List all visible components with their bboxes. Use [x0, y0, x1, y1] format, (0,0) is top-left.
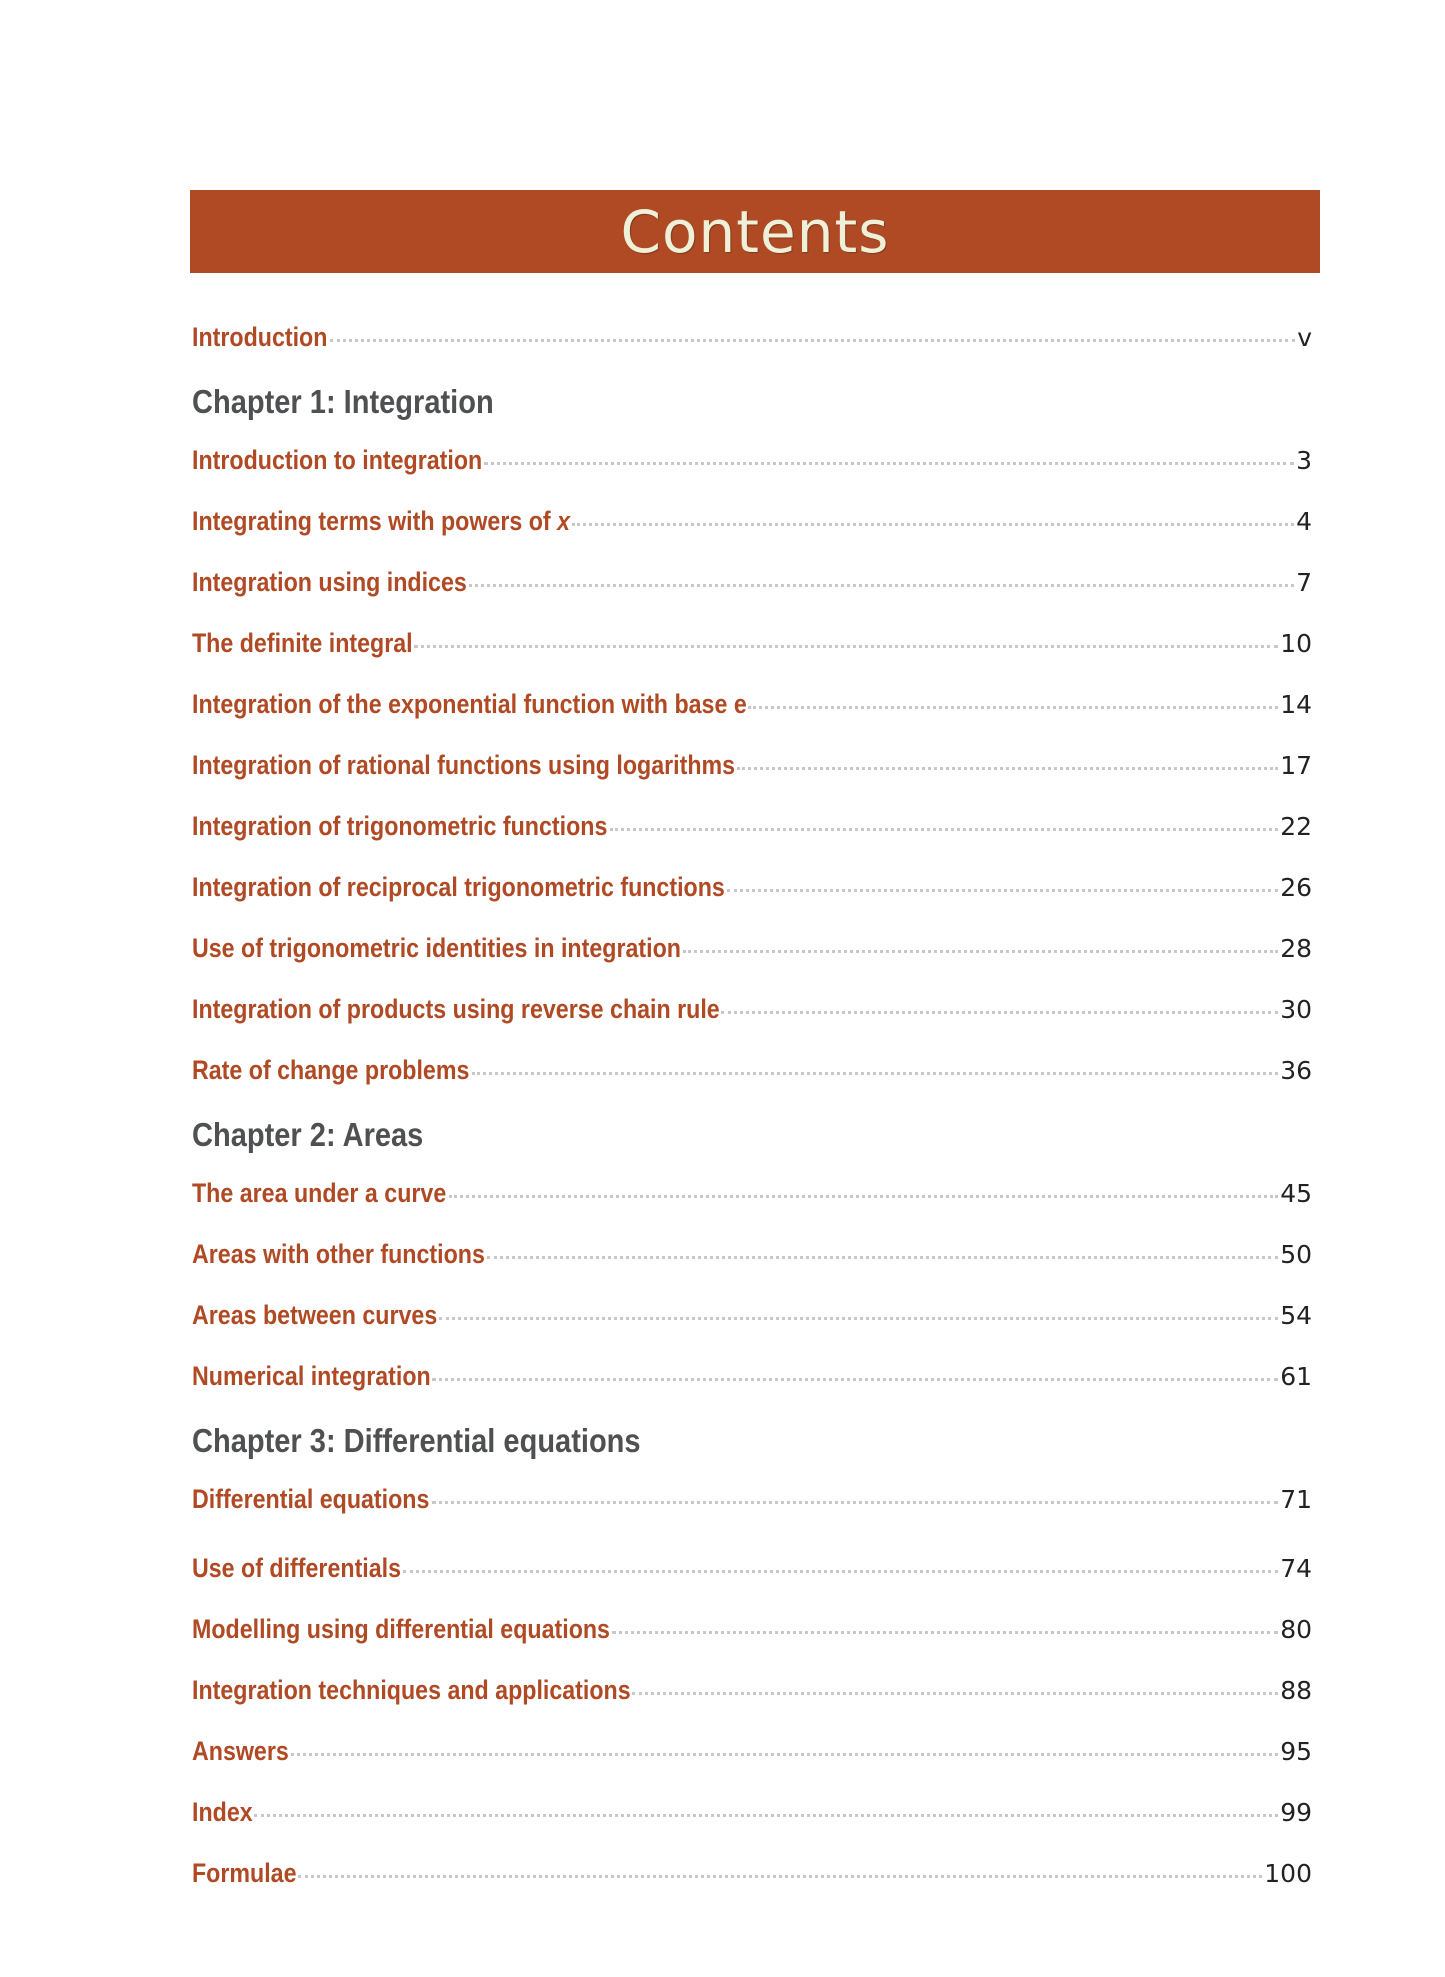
dot-leader	[439, 1317, 1278, 1320]
chapter-heading: Chapter 2: Areas	[192, 1116, 424, 1153]
dot-leader	[472, 1072, 1278, 1075]
dot-leader	[610, 828, 1278, 831]
table-of-contents	[192, 322, 1312, 1919]
chapter-heading: Chapter 1: Integration	[192, 383, 494, 420]
dot-leader	[737, 767, 1278, 770]
toc-entry-page: v	[1297, 323, 1312, 352]
toc-entry[interactable]: Use of differentials 74	[192, 1553, 1312, 1583]
contents-banner	[190, 190, 1320, 273]
toc-entry[interactable]: Integration of trigonometric functions 22	[192, 811, 1312, 841]
toc-entry[interactable]: Areas between curves 54	[192, 1300, 1312, 1330]
toc-entry[interactable]: Integration using indices 7	[192, 567, 1312, 597]
dot-leader	[414, 645, 1278, 648]
toc-entry[interactable]: Rate of change problems 36	[192, 1055, 1312, 1085]
dot-leader	[291, 1753, 1279, 1756]
dot-leader	[632, 1692, 1278, 1695]
dot-leader	[403, 1570, 1278, 1573]
toc-entry-index[interactable]: Index 99	[192, 1797, 1312, 1827]
dot-leader	[469, 584, 1295, 587]
dot-leader	[572, 523, 1294, 526]
dot-leader	[432, 1501, 1278, 1504]
toc-entry[interactable]: Differential equations 71	[192, 1484, 1312, 1514]
spacer	[192, 1545, 1312, 1553]
toc-entry[interactable]: Integration of products using reverse chain rule 30	[192, 994, 1312, 1024]
dot-leader	[721, 1011, 1278, 1014]
toc-entry[interactable]: Integrating terms with powers of x 4	[192, 506, 1312, 536]
toc-entry[interactable]: Integration techniques and applications 88	[192, 1675, 1312, 1705]
dot-leader	[683, 950, 1278, 953]
toc-entry[interactable]: Use of trigonometric identities in integration 28	[192, 933, 1312, 963]
toc-entry[interactable]: Integration of reciprocal trigonometric functions 26	[192, 872, 1312, 902]
toc-entry[interactable]: Integration of rational functions using logarithms 17	[192, 750, 1312, 780]
dot-leader	[298, 1875, 1262, 1878]
toc-entry[interactable]: Numerical integration 61	[192, 1361, 1312, 1391]
toc-entry[interactable]: Integration of the exponential function with base e 14	[192, 689, 1312, 719]
dot-leader	[748, 706, 1278, 709]
toc-entry-introduction[interactable]	[192, 322, 1312, 383]
dot-leader	[612, 1631, 1278, 1634]
toc-entry[interactable]: The area under a curve 45	[192, 1178, 1312, 1208]
chapter-heading: Chapter 3: Differential equations	[192, 1422, 641, 1459]
dot-leader	[727, 889, 1279, 892]
dot-leader	[330, 339, 1295, 342]
dot-leader	[484, 462, 1294, 465]
toc-entry-answers[interactable]: Answers 95	[192, 1736, 1312, 1766]
dot-leader	[254, 1814, 1278, 1817]
toc-entry[interactable]: Introduction to integration 3	[192, 445, 1312, 475]
toc-entry[interactable]: The definite integral 10	[192, 628, 1312, 658]
dot-leader	[449, 1195, 1279, 1198]
page-title: Contents	[620, 197, 890, 266]
dot-leader	[487, 1256, 1278, 1259]
toc-entry-formulae[interactable]: Formulae 100	[192, 1858, 1312, 1888]
toc-entry[interactable]: Areas with other functions 50	[192, 1239, 1312, 1269]
toc-entry-title[interactable]: Introduction	[192, 322, 328, 352]
dot-leader	[432, 1378, 1278, 1381]
toc-entry[interactable]: Modelling using differential equations 80	[192, 1614, 1312, 1644]
